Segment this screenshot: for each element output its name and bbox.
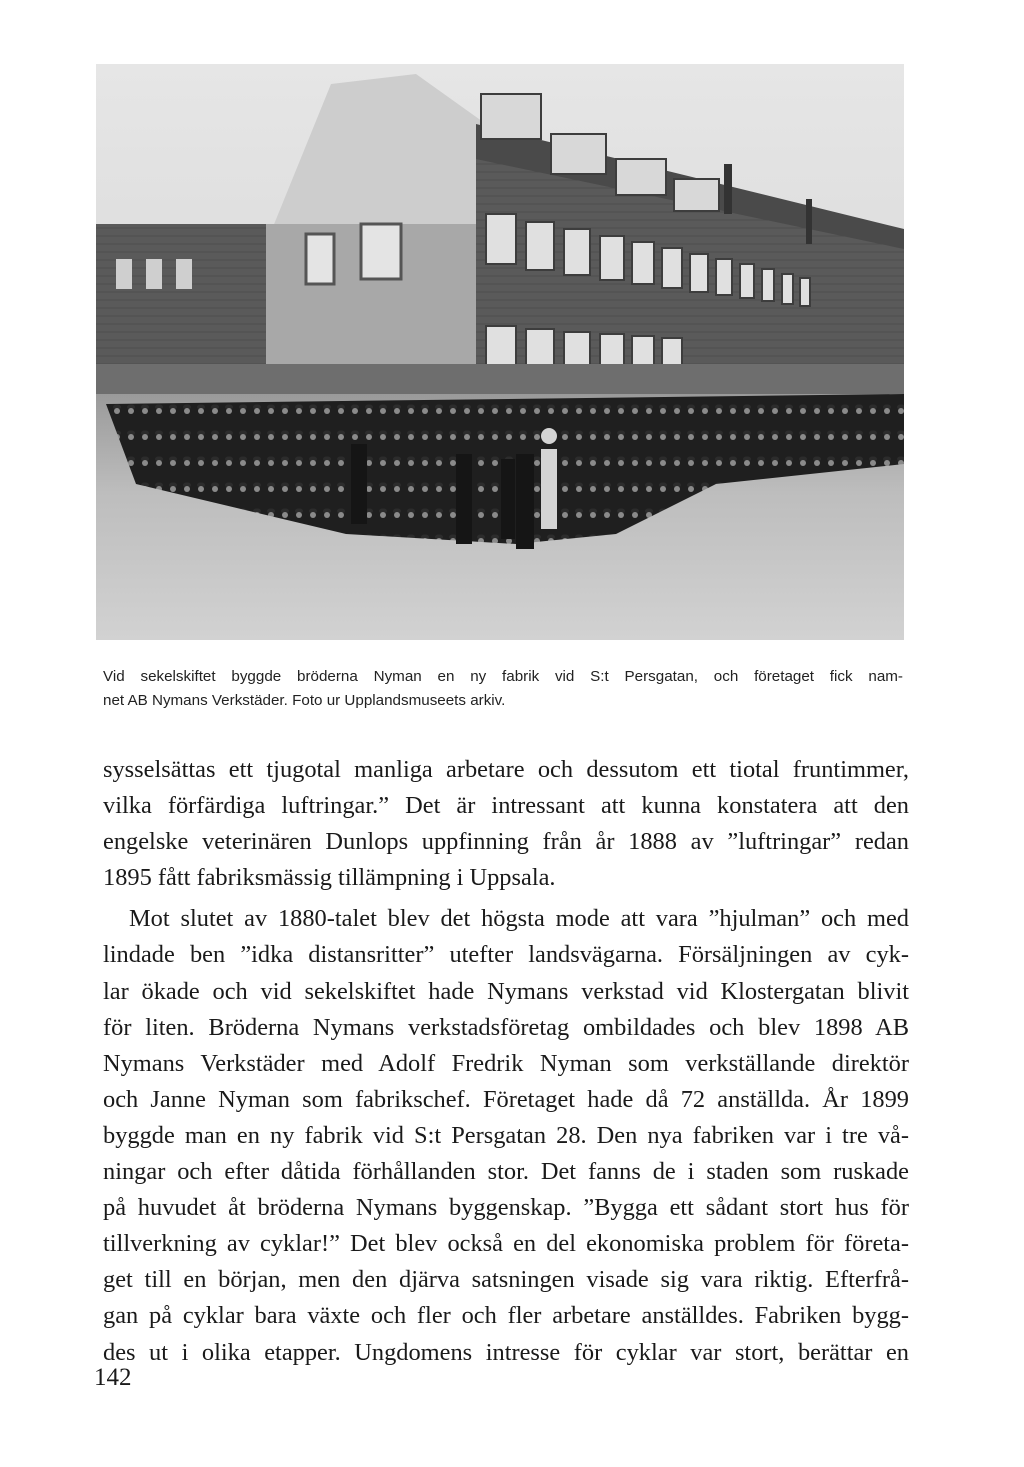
factory-photo-icon (96, 64, 904, 640)
paragraph (103, 901, 909, 1370)
factory-photograph (96, 64, 904, 640)
text-line: för liten. Bröderna Nymans verkstadsföretag ombildades och blev 1898 AB (103, 1013, 909, 1041)
text-line: tillverkning av cyklar!” Det blev också en del ekonomiska problem för företa- (103, 1230, 909, 1258)
text-line: Mot slutet av 1880-talet blev det högsta mode att vara ”hjulman” och med (129, 905, 909, 933)
text-line: Nymans Verkstäder med Adolf Fredrik Nyman som verkställande direktör (103, 1049, 909, 1077)
text-line: på huvudet åt bröderna Nymans byggenskap. ”Bygga ett sådant stort hus för (103, 1194, 909, 1222)
photo-caption (103, 665, 903, 712)
paragraph (103, 752, 909, 896)
text-line: och Janne Nyman som fabrikschef. Företaget hade då 72 anställda. År 1899 (103, 1085, 909, 1113)
text-line: des ut i olika etapper. Ungdomens intresse för cyklar var stort, berättar en (103, 1338, 909, 1366)
text-line: engelske veterinären Dunlops uppfinning från år 1888 av ”luftringar” redan (103, 828, 909, 856)
text-line: byggde man en ny fabrik vid S:t Persgatan 28. Den nya fabriken var i tre vå- (103, 1121, 909, 1149)
text-line: gan på cyklar bara växte och fler och fler arbetare anställdes. Fabriken bygg- (103, 1302, 909, 1330)
body-text (103, 752, 909, 1371)
text-line: sysselsättas ett tjugotal manliga arbetare och dessutom ett tiotal fruntimmer, (103, 756, 909, 783)
text-line: lar ökade och vid sekelskiftet hade Nymans verkstad vid Klostergatan blivit (103, 977, 909, 1005)
text-line: get till en början, men den djärva satsningen visade sig vara riktig. Efterfrå- (103, 1266, 909, 1294)
text-line: vilka förfärdiga luftringar.” Det är intressant att kunna konstatera att den (103, 792, 909, 820)
caption-line: net AB Nymans Verkstäder. Foto ur Upplandsmuseets arkiv. (103, 691, 506, 709)
text-line: 1895 fått fabriksmässig tillämpning i Uppsala. (103, 864, 556, 892)
caption-line: Vid sekelskiftet byggde bröderna Nyman en ny fabrik vid S:t Persgatan, och företaget fick nam- (103, 668, 903, 685)
page-number: 142 (94, 1364, 132, 1391)
text-line: lindade ben ”idka distansritter” utefter landsvägarna. Försäljningen av cyk- (103, 941, 909, 969)
text-line: ningar och efter dåtida förhållanden stor. Det fanns de i staden som ruskade (103, 1158, 909, 1186)
